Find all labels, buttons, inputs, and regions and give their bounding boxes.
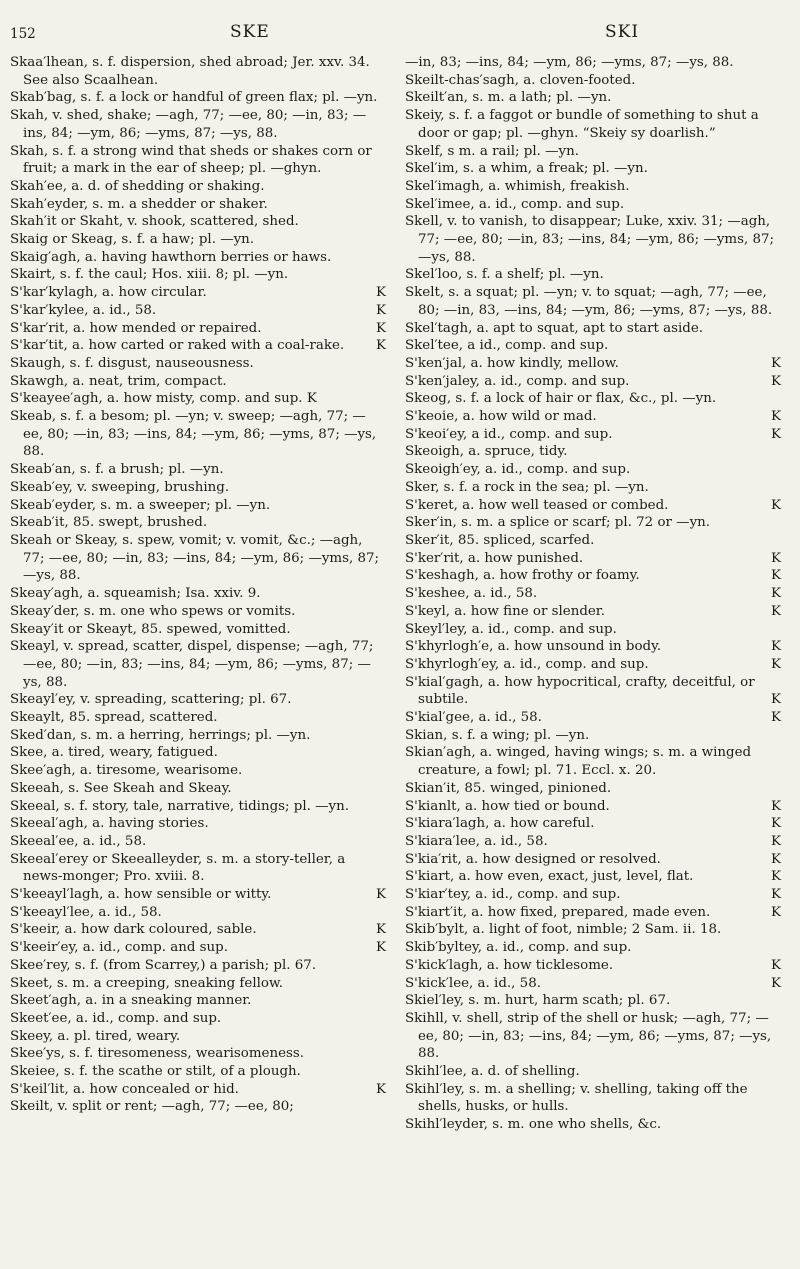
entry-text: S'keil′lit, a. how concealed or hid. (10, 1081, 239, 1097)
page-number: 152 (10, 26, 36, 42)
entry-text: Skab′bag, s. f. a lock or handful of green flax; pl. —yn. (10, 90, 378, 106)
right-column (405, 54, 781, 1134)
entry-text: S'keoi′ey, a id., comp. and sup. (405, 426, 613, 442)
entry-text: S'kar′kylee, a. id., 58. (10, 302, 157, 318)
dictionary-entry (10, 54, 380, 89)
dictionary-entry (10, 514, 380, 532)
entry-text: S'kianlt, a. how tied or bound. (405, 798, 610, 814)
entry-text: S'kiara′lee, a. id., 58. (405, 833, 548, 849)
entry-text: Sker′in, s. m. a splice or scarf; pl. 72 or —yn. (405, 515, 711, 531)
entry-text: S'keshee, a. id., 58. (405, 586, 538, 602)
dictionary-entry (10, 921, 386, 939)
entry-text: Skee′rey, s. f. (from Scarrey,) a parish; pl. 67. (10, 957, 317, 973)
dictionary-entry (10, 231, 380, 249)
dictionary-entry (405, 532, 775, 550)
entry-text: S'kial′gee, a. id., 58. (405, 710, 542, 726)
entry-text: S'khyrlogh′e, a. how unsound in body. (405, 639, 662, 655)
dictionary-entry (10, 461, 380, 479)
dictionary-entry (405, 426, 781, 444)
entry-text: Skeay′it or Skeayt, 85. spewed, vomitted. (10, 621, 291, 637)
dictionary-entry (405, 1081, 775, 1116)
dictionary-entry (405, 585, 781, 603)
dictionary-entry (405, 497, 781, 515)
entry-text: Sker, s. f. a rock in the sea; pl. —yn. (405, 479, 649, 495)
dictionary-entry (10, 1081, 386, 1099)
dictionary-entry (405, 213, 775, 266)
dictionary-entry (405, 461, 775, 479)
entry-text: Skee′ys, s. f. tiresomeness, wearisomeness. (10, 1046, 305, 1062)
dictionary-entry (10, 638, 380, 691)
entry-text: S'kick′lagh, a. how ticklesome. (405, 957, 614, 973)
k-marker: K (770, 710, 781, 726)
left-column (10, 54, 386, 1116)
dictionary-entry (10, 302, 386, 320)
dictionary-entry (10, 762, 380, 780)
k-marker: K (770, 409, 781, 425)
dictionary-entry (10, 107, 380, 142)
dictionary-entry (10, 815, 380, 833)
running-head-right: SKI (605, 22, 640, 42)
dictionary-entry (10, 497, 380, 515)
entry-text: Skell, v. to vanish, to disappear; Luke, xxiv. 31; —agh, 77; —ee, 80; —in, 83; —ins, 84; —ym, 86; —yms, 87; —ys, 88. (405, 214, 775, 265)
entry-text: S'kick′lee, a. id., 58. (405, 975, 541, 991)
dictionary-entry (10, 975, 380, 993)
entry-text: Skeah or Skeay, s. spew, vomit; v. vomit, &c.; —agh, 77; —ee, 80; —in, 83; —ins, 84; —ym, 86; —yms, 87; —ys, 88. (10, 532, 380, 584)
entry-text: Skeeal′ee, a. id., 58. (10, 833, 147, 849)
dictionary-entry (405, 603, 781, 621)
dictionary-entry (10, 266, 380, 284)
dictionary-entry (405, 408, 781, 426)
dictionary-entry (10, 1028, 380, 1046)
k-marker: K (770, 568, 781, 584)
entry-text: Skeiy, s. f. a faggot or bundle of something to shut a door or gap; pl. —ghyn. “Skeiy sy doarlish.” (405, 108, 759, 141)
entry-text: Skee′agh, a. tiresome, wearisome. (10, 763, 243, 779)
entry-text: Skah′ee, a. d. of shedding or shaking. (10, 178, 265, 194)
k-marker: K (770, 798, 781, 814)
dictionary-entry (10, 992, 380, 1010)
entry-text: Skaa′lhean, s. f. dispersion, shed abroad; Jer. xxv. 34. See also Scaalhean. (10, 55, 370, 88)
entry-text: Skel′im, s. a whim, a freak; pl. —yn. (405, 161, 648, 177)
entry-text: S'kiart, a. how even, exact, just, level, flat. (405, 869, 694, 885)
entry-text: Skeayl′ey, v. spreading, scattering; pl. 67. (10, 692, 292, 708)
dictionary-entry (10, 337, 386, 355)
running-head-left: SKE (230, 22, 270, 42)
dictionary-entry (405, 780, 775, 798)
entry-text: Skib′byltey, a. id., comp. and sup. (405, 940, 632, 956)
dictionary-entry (405, 284, 775, 319)
entry-text: S'keeir′ey, a. id., comp. and sup. (10, 940, 228, 956)
dictionary-entry (405, 89, 775, 107)
dictionary-entry (405, 1010, 775, 1063)
dictionary-entry (10, 249, 380, 267)
entry-text: Skee, a. tired, weary, fatigued. (10, 745, 218, 761)
entry-text: Skel′tagh, a. apt to squat, apt to start aside. (405, 320, 704, 336)
entry-text: Skel′imee, a. id., comp. and sup. (405, 196, 625, 212)
dictionary-entry (405, 514, 775, 532)
dictionary-entry (405, 886, 781, 904)
entry-text: Skeet′agh, a. in a sneaking manner. (10, 993, 252, 1009)
entry-text: Skaugh, s. f. disgust, nauseousness. (10, 355, 254, 371)
k-marker: K (770, 355, 781, 371)
dictionary-entry (10, 727, 380, 745)
dictionary-entry (405, 1063, 775, 1081)
entry-text: Skah′eyder, s. m. a shedder or shaker. (10, 196, 268, 212)
entry-text: Skihll, v. shell, strip of the shell or husk; —agh, 77; —ee, 80; —in, 83; —ins, 84; —ym, 86; —yms, 87; —ys, 88. (405, 1010, 772, 1062)
dictionary-entry (405, 939, 775, 957)
entry-text: S'khyrlogh′ey, a. id., comp. and sup. (405, 656, 649, 672)
dictionary-entry (10, 585, 380, 603)
dictionary-entry (405, 815, 781, 833)
k-marker: K (770, 851, 781, 867)
entry-text: Skaig or Skeag, s. f. a haw; pl. —yn. (10, 232, 255, 248)
entry-text: Skeab′an, s. f. a brush; pl. —yn. (10, 462, 224, 478)
dictionary-entry (405, 975, 781, 993)
k-marker: K (375, 887, 386, 903)
entry-text: S'ken′jaley, a. id., comp. and sup. (405, 373, 630, 389)
dictionary-entry (10, 904, 380, 922)
k-marker: K (770, 869, 781, 885)
entry-text: Sked′dan, s. m. a herring, herrings; pl. —yn. (10, 727, 311, 743)
dictionary-entry (10, 744, 380, 762)
dictionary-entry (10, 691, 380, 709)
entry-text: S'kiar′tey, a. id., comp. and sup. (405, 887, 621, 903)
k-marker: K (770, 603, 781, 619)
k-marker: K (770, 957, 781, 973)
dictionary-entry (405, 373, 781, 391)
entry-text: S'kar′rit, a. how mended or repaired. (10, 320, 262, 336)
entry-text: S'ker′rit, a. how punished. (405, 550, 584, 566)
dictionary-entry (10, 390, 380, 408)
entry-text: Sker′it, 85. spliced, scarfed. (405, 532, 595, 548)
dictionary-entry (405, 355, 781, 373)
dictionary-entry (405, 638, 781, 656)
k-marker: K (770, 833, 781, 849)
entry-text: Skeeal′erey or Skeealleyder, s. m. a story-teller, a news-monger; Pro. xviii. 8. (10, 851, 346, 885)
entry-text: Skihl′leyder, s. m. one who shells, &c. (405, 1117, 662, 1133)
dictionary-entry (405, 178, 775, 196)
entry-text: S'keayee′agh, a. how misty, comp. and sup. K (10, 391, 317, 407)
entry-text: Skah′it or Skaht, v. shook, scattered, shed. (10, 214, 299, 230)
dictionary-entry (10, 1045, 380, 1063)
dictionary-entry (405, 160, 775, 178)
dictionary-entry (405, 443, 775, 461)
entry-text: Skeaylt, 85. spread, scattered. (10, 710, 218, 726)
dictionary-entry (10, 532, 380, 585)
entry-text: Skian, s. f. a wing; pl. —yn. (405, 727, 590, 743)
dictionary-entry (10, 320, 386, 338)
dictionary-entry (10, 284, 386, 302)
entry-text: Skeilt-chas′sagh, a. cloven-footed. (405, 72, 636, 88)
entry-text: Skel′imagh, a. whimish, freakish. (405, 178, 630, 194)
entry-text: Skihl′lee, a. d. of shelling. (405, 1064, 580, 1080)
entry-text: Skeoigh′ey, a. id., comp. and sup. (405, 462, 631, 478)
dictionary-entry (10, 143, 380, 178)
dictionary-entry (405, 107, 775, 142)
k-marker: K (770, 656, 781, 672)
entry-text: Skeab′ey, v. sweeping, brushing. (10, 479, 230, 495)
dictionary-entry (405, 727, 775, 745)
dictionary-entry (405, 72, 775, 90)
k-marker: K (375, 285, 386, 301)
dictionary-entry (405, 1116, 775, 1134)
dictionary-entry (10, 1098, 380, 1116)
entry-text: Skeiee, s. f. the scathe or stilt, of a plough. (10, 1064, 301, 1080)
k-marker: K (375, 922, 386, 938)
entry-text: Skeeah, s. See Skeah and Skeay. (10, 780, 232, 796)
k-marker: K (770, 586, 781, 602)
dictionary-entry (405, 851, 781, 869)
dictionary-entry (10, 89, 380, 107)
entry-text: Skeay′der, s. m. one who spews or vomits. (10, 603, 296, 619)
entry-text: S'kiara′lagh, a. how careful. (405, 816, 595, 832)
dictionary-entry (10, 479, 380, 497)
dictionary-entry (405, 921, 775, 939)
page-header (0, 0, 800, 54)
dictionary-entry (405, 744, 775, 779)
k-marker: K (770, 816, 781, 832)
entry-text: S'keret, a. how well teased or combed. (405, 497, 669, 513)
dictionary-entry (405, 337, 775, 355)
dictionary-entry (405, 904, 781, 922)
dictionary-entry (10, 196, 380, 214)
entry-text: Skeog, s. f. a lock of hair or flax, &c., pl. —yn. (405, 391, 717, 407)
entry-text: Skiel′ley, s. m. hurt, harm scath; pl. 67. (405, 993, 671, 1009)
dictionary-entry (405, 656, 781, 674)
dictionary-entry (405, 54, 775, 72)
dictionary-entry (10, 1063, 380, 1081)
entry-text: Skeyl′ley, a. id., comp. and sup. (405, 621, 617, 637)
dictionary-entry (10, 213, 380, 231)
entry-text: Skeeal, s. f. story, tale, narrative, tidings; pl. —yn. (10, 798, 350, 814)
entry-text: Skel′tee, a id., comp. and sup. (405, 338, 609, 354)
entry-text: Skeilt, v. split or rent; —agh, 77; —ee, 80; (10, 1099, 294, 1115)
entry-text: Skeilt′an, s. m. a lath; pl. —yn. (405, 90, 612, 106)
entry-text: Skawgh, a. neat, trim, compact. (10, 373, 227, 389)
entry-text: S'keoie, a. how wild or mad. (405, 409, 597, 425)
dictionary-entry (405, 266, 775, 284)
dictionary-entry (405, 479, 775, 497)
k-marker: K (770, 373, 781, 389)
entry-text: Skeet′ee, a. id., comp. and sup. (10, 1010, 222, 1026)
entry-text: Skelf, s m. a rail; pl. —yn. (405, 143, 579, 159)
dictionary-entry (10, 621, 380, 639)
entry-text: S'keeayl′lagh, a. how sensible or witty. (10, 887, 272, 903)
entry-text: S'keshagh, a. how frothy or foamy. (405, 568, 640, 584)
k-marker: K (770, 887, 781, 903)
dictionary-entry (10, 886, 386, 904)
entry-text: Skah, s. f. a strong wind that sheds or shakes corn or fruit; a mark in the ear of sheep; pl. —ghyn. (10, 143, 372, 177)
entry-text: Skeeal′agh, a. having stories. (10, 816, 209, 832)
k-marker: K (375, 1081, 386, 1097)
k-marker: K (375, 338, 386, 354)
dictionary-entry (10, 798, 380, 816)
dictionary-entry (405, 390, 775, 408)
dictionary-entry (405, 674, 781, 709)
dictionary-entry (10, 833, 380, 851)
dictionary-entry (10, 603, 380, 621)
dictionary-entry (405, 196, 775, 214)
dictionary-entry (10, 178, 380, 196)
dictionary-entry (405, 567, 781, 585)
entry-text: S'kia′rit, a. how designed or resolved. (405, 851, 661, 867)
entry-text: —in, 83; —ins, 84; —ym, 86; —yms, 87; —ys, 88. (405, 55, 734, 70)
dictionary-entry (405, 621, 775, 639)
entry-text: S'ken′jal, a. how kindly, mellow. (405, 355, 619, 371)
k-marker: K (375, 940, 386, 956)
entry-text: Skaig′agh, a. having hawthorn berries or haws. (10, 249, 332, 265)
entry-text: S'keeayl′lee, a. id., 58. (10, 904, 162, 920)
entry-text: Skeab′eyder, s. m. a sweeper; pl. —yn. (10, 497, 271, 513)
dictionary-entry (10, 1010, 380, 1028)
entry-text: Skib′bylt, a. light of foot, nimble; 2 Sam. ii. 18. (405, 922, 722, 938)
entry-text: S'keeir, a. how dark coloured, sable. (10, 922, 257, 938)
entry-text: Skeet, s. m. a creeping, sneaking fellow. (10, 975, 284, 991)
k-marker: K (770, 904, 781, 920)
entry-text: Skian′it, 85. winged, pinioned. (405, 780, 612, 796)
entry-text: Skeayl, v. spread, scatter, dispel, dispense; —agh, 77; —ee, 80; —in, 83; —ins, 84; —ym, 86; —yms, 87; —ys, 88. (10, 639, 374, 690)
entry-text: S'kar′kylagh, a. how circular. (10, 285, 207, 301)
dictionary-entry (405, 833, 781, 851)
dictionary-entry (10, 373, 380, 391)
k-marker: K (770, 692, 781, 708)
dictionary-entry (405, 550, 781, 568)
entry-text: Skeey, a. pl. tired, weary. (10, 1028, 181, 1044)
dictionary-entry (405, 798, 781, 816)
dictionary-entry (10, 709, 380, 727)
dictionary-entry (10, 957, 380, 975)
dictionary-entry (405, 143, 775, 161)
k-marker: K (770, 426, 781, 442)
entry-text: Skeab, s. f. a besom; pl. —yn; v. sweep; —agh, 77; —ee, 80; —in, 83; —ins, 84; —ym, 86; —yms, 87; —ys, 88. (10, 409, 377, 460)
dictionary-entry (405, 957, 781, 975)
entry-text: Skeab′it, 85. swept, brushed. (10, 515, 208, 531)
dictionary-entry (10, 355, 380, 373)
k-marker: K (375, 302, 386, 318)
entry-text: Skairt, s. f. the caul; Hos. xiii. 8; pl. —yn. (10, 267, 289, 283)
dictionary-entry (10, 780, 380, 798)
dictionary-entry (405, 992, 775, 1010)
entry-text: S'kiart′it, a. how fixed, prepared, made even. (405, 904, 711, 920)
entry-text: S'kar′tit, a. how carted or raked with a coal-rake. (10, 338, 345, 354)
k-marker: K (770, 550, 781, 566)
k-marker: K (770, 497, 781, 513)
entry-text: Skelt, s. a squat; pl. —yn; v. to squat; —agh, 77; —ee, 80; —in, 83, —ins, 84; —ym, 86; —yms, 87; —ys, 88. (405, 285, 773, 318)
dictionary-entry (10, 939, 386, 957)
entry-text: Skel′loo, s. f. a shelf; pl. —yn. (405, 267, 604, 283)
k-marker: K (770, 975, 781, 991)
entry-text: Skeoigh, a. spruce, tidy. (405, 444, 568, 460)
entry-text: Skah, v. shed, shake; —agh, 77; —ee, 80; —in, 83; —ins, 84; —ym, 86; —yms, 87; —ys, 88. (10, 108, 367, 141)
entry-text: S'keyl, a. how fine or slender. (405, 603, 605, 619)
entry-text: S'kial′gagh, a. how hypocritical, crafty, deceitful, or subtile. (405, 674, 755, 708)
dictionary-entry (405, 868, 781, 886)
dictionary-entry (10, 408, 380, 461)
dictionary-entry (405, 709, 781, 727)
dictionary-entry (405, 320, 775, 338)
k-marker: K (375, 320, 386, 336)
k-marker: K (770, 639, 781, 655)
dictionary-entry (10, 851, 380, 886)
entry-text: Skeay′agh, a. squeamish; Isa. xxiv. 9. (10, 586, 261, 602)
entry-text: Skian′agh, a. winged, having wings; s. m. a winged creature, a fowl; pl. 71. Eccl. x. 20. (405, 745, 752, 779)
entry-text: Skihl′ley, s. m. a shelling; v. shelling, taking off the shells, husks, or hulls. (405, 1081, 748, 1115)
